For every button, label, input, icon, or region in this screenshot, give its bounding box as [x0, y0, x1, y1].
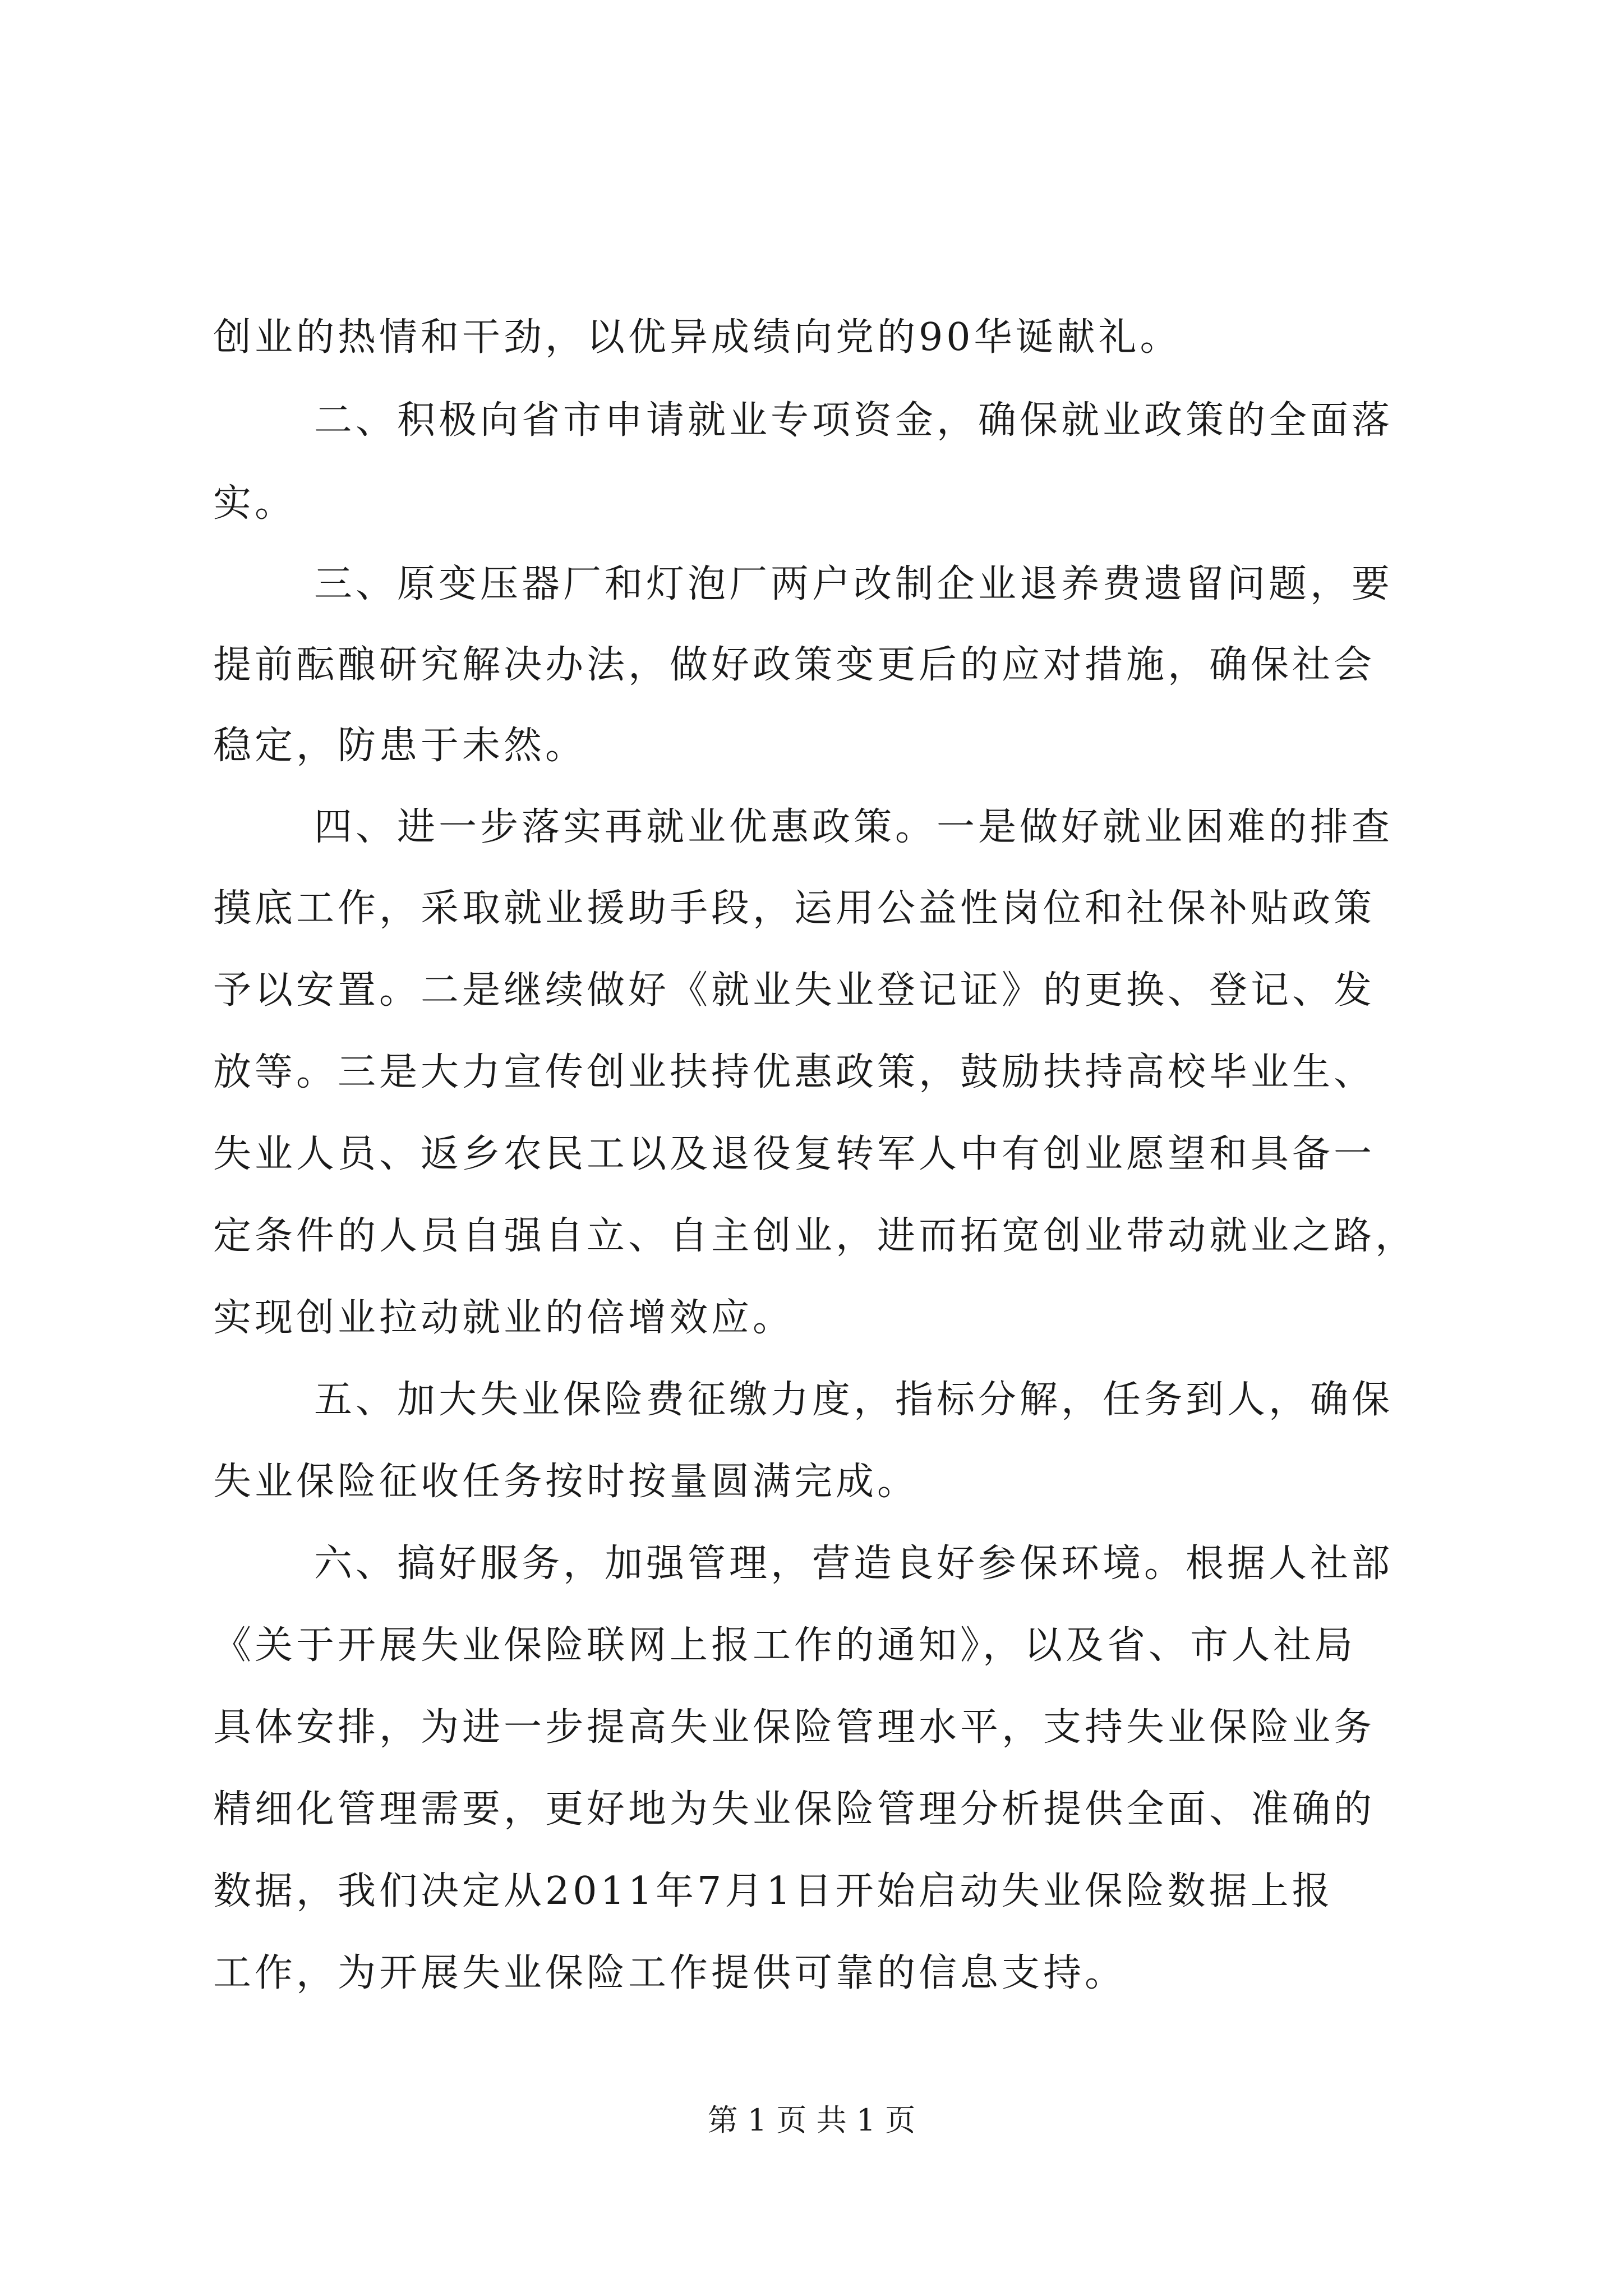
- body-line: 数据，我们决定从2011年7月1日开始启动失业保险数据上报: [213, 1869, 1334, 1913]
- body-line: 二、积极向省市申请就业专项资金，确保就业政策的全面落: [314, 398, 1394, 443]
- body-line: 失业人员、返乡农民工以及退役复转军人中有创业愿望和具备一: [213, 1132, 1376, 1176]
- body-line: 具体安排，为进一步提高失业保险管理水平，支持失业保险业务: [213, 1705, 1376, 1750]
- body-line: 三、原变压器厂和灯泡厂两户改制企业退养费遗留问题，要: [314, 562, 1394, 606]
- body-line: 六、搞好服务，加强管理，营造良好参保环境。根据人社部: [314, 1542, 1394, 1586]
- body-line: 定条件的人员自强自立、自主创业，进而拓宽创业带动就业之路，: [213, 1214, 1417, 1258]
- body-line: 稳定，防患于未然。: [213, 724, 587, 768]
- body-line: 精细化管理需要，更好地为失业保险管理分析提供全面、准确的: [213, 1787, 1376, 1832]
- body-line: 失业保险征收任务按时按量圆满完成。: [213, 1460, 919, 1504]
- body-line: 《关于开展失业保险联网上报工作的通知》，以及省、市人社局: [213, 1623, 1357, 1668]
- body-line: 提前酝酿研究解决办法，做好政策变更后的应对措施，确保社会: [213, 643, 1376, 687]
- body-line: 放等。三是大力宣传创业扶持优惠政策，鼓励扶持高校毕业生、: [213, 1050, 1376, 1094]
- body-line: 摸底工作，采取就业援助手段，运用公益性岗位和社保补贴政策: [213, 886, 1376, 931]
- body-line: 予以安置。二是继续做好《就业失业登记证》的更换、登记、发: [213, 968, 1376, 1013]
- body-line: 工作，为开展失业保险工作提供可靠的信息支持。: [213, 1951, 1127, 1995]
- body-line: 实。: [213, 481, 297, 526]
- page-footer: 第 1 页 共 1 页: [707, 2102, 916, 2138]
- body-line: 创业的热情和干劲，以优异成绩向党的90华诞献礼。: [213, 315, 1182, 360]
- body-line: 实现创业拉动就业的倍增效应。: [213, 1296, 795, 1340]
- body-line: 五、加大失业保险费征缴力度，指标分解，任务到人，确保: [314, 1378, 1394, 1422]
- body-line: 四、进一步落实再就业优惠政策。一是做好就业困难的排查: [314, 805, 1394, 849]
